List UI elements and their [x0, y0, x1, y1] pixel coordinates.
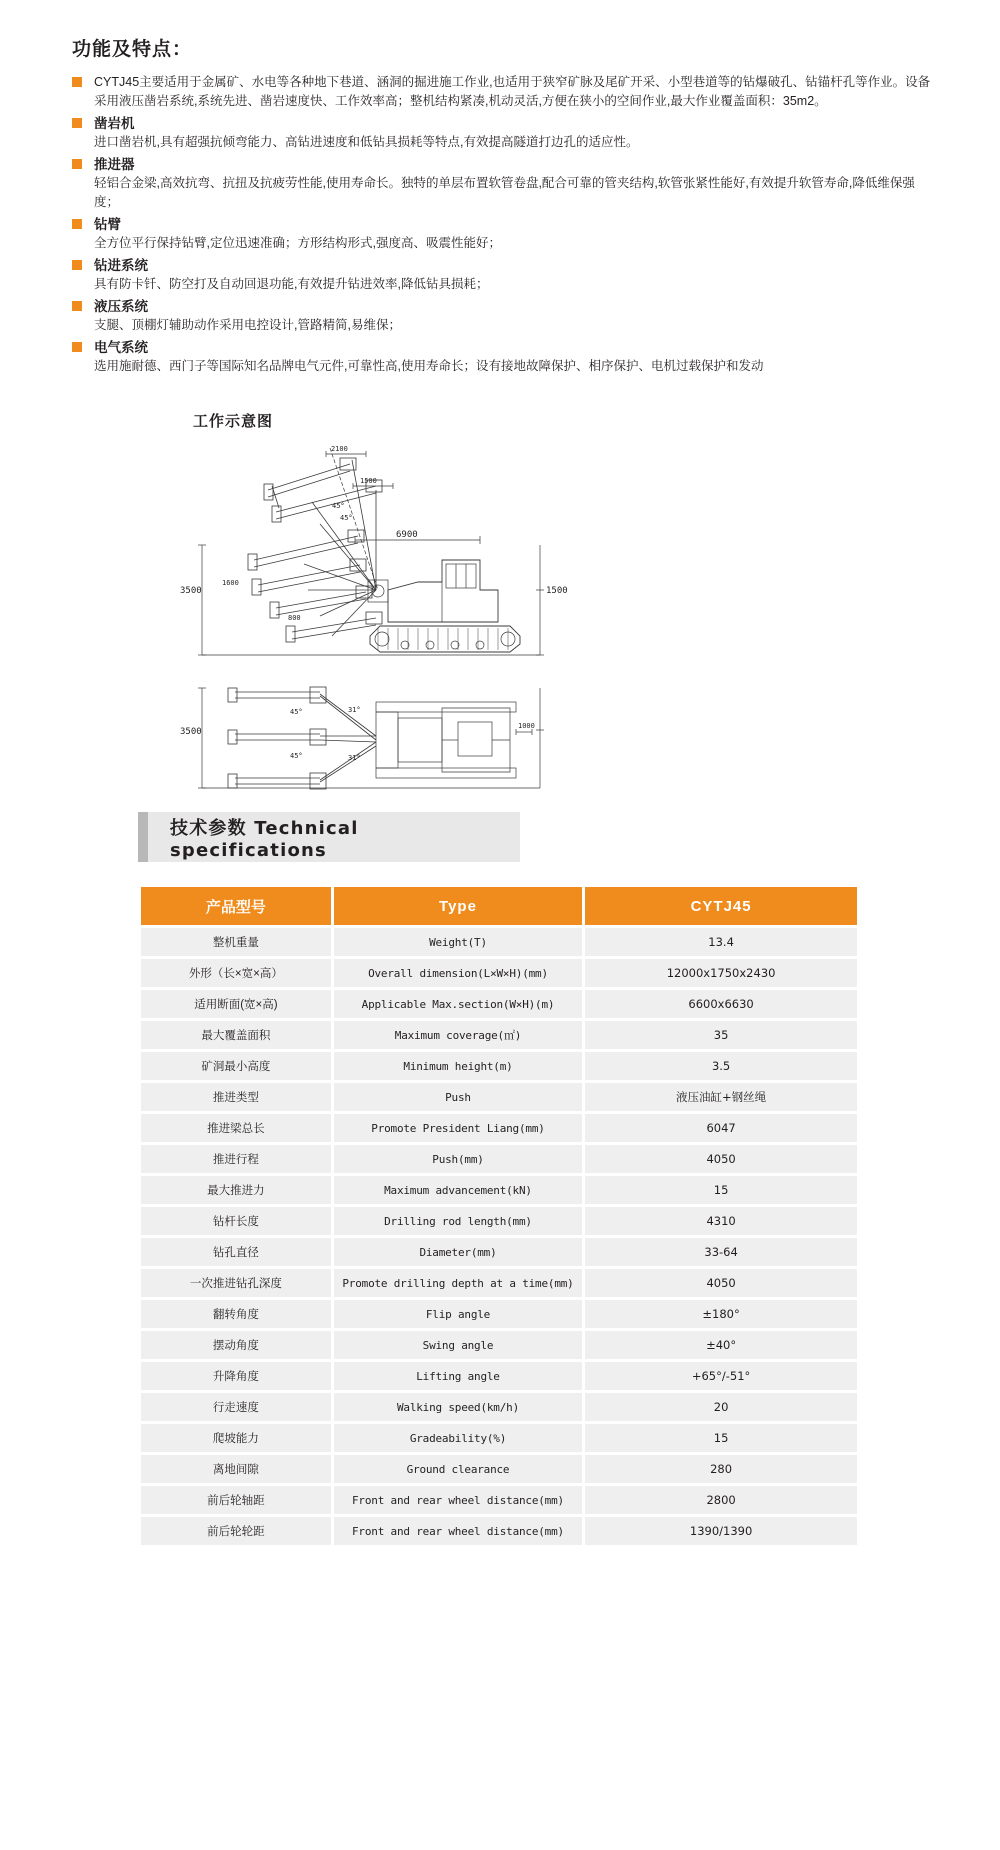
feature-item [72, 256, 932, 294]
angle-label-31-b: 31° [348, 754, 361, 762]
spec-label: 矿洞最小高度 [141, 1052, 331, 1080]
table-row [141, 1269, 857, 1297]
spec-label: 爬坡能力 [141, 1424, 331, 1452]
square-bullet-icon [72, 159, 82, 169]
feature-heading: 推进器 [94, 157, 135, 172]
spec-en-label: Promote President Liang(mm) [334, 1114, 582, 1142]
header-model: 产品型号 [141, 887, 331, 925]
spec-value: 液压油缸+钢丝绳 [585, 1083, 857, 1111]
feature-body: CYTJ45主要适用于金属矿、水电等各种地下巷道、涵洞的掘进施工作业,也适用于狭窄矿脉及尾矿开采、小型巷道等的钻爆破孔、钻锚杆孔等作业。设备采用液压凿岩系统,系统先进、凿岩速度快、工作效率高；整机结构紧凑,机动灵活,方便在狭小的空间作业,最大作业覆盖面积：35m2。 [94, 75, 931, 108]
spec-value: 20 [585, 1393, 857, 1421]
spec-label: 前后轮轴距 [141, 1486, 331, 1514]
square-bullet-icon [72, 260, 82, 270]
spec-en-label: Weight(T) [334, 928, 582, 956]
feature-heading: 钻进系统 [94, 258, 148, 273]
dim-label-1600: 1600 [222, 579, 239, 587]
features-section [72, 34, 932, 379]
spec-en-label: Promote drilling depth at a time(mm) [334, 1269, 582, 1297]
square-bullet-icon [72, 77, 82, 87]
spec-en-label: Maximum advancement(kN) [334, 1176, 582, 1204]
spec-label: 外形（长×宽×高） [141, 959, 331, 987]
table-row [141, 1052, 857, 1080]
drill-rig-technical-drawing [180, 440, 600, 790]
spec-en-label: Front and rear wheel distance(mm) [334, 1486, 582, 1514]
table-row [141, 1021, 857, 1049]
spec-label: 前后轮轮距 [141, 1517, 331, 1545]
spec-en-label: Push(mm) [334, 1145, 582, 1173]
feature-heading: 凿岩机 [94, 116, 135, 131]
spec-value: 3.5 [585, 1052, 857, 1080]
features-title: 功能及特点： [72, 39, 193, 60]
spec-table-body [141, 887, 857, 1545]
feature-heading: 钻臂 [94, 217, 121, 232]
banner-accent-bar [138, 812, 148, 862]
spec-value: 15 [585, 1424, 857, 1452]
spec-label: 最大覆盖面积 [141, 1021, 331, 1049]
spec-label: 推进行程 [141, 1145, 331, 1173]
table-row [141, 1517, 857, 1545]
table-row [141, 928, 857, 956]
feature-body: 进口凿岩机,具有超强抗倾弯能力、高钻进速度和低钻具损耗等特点,有效提高隧道打边孔的适应性。 [94, 135, 639, 149]
spec-value: 6047 [585, 1114, 857, 1142]
table-row [141, 959, 857, 987]
angle-label-45-a: 45° [332, 502, 345, 510]
spec-banner-title: 技术参数 Technical specifications [170, 817, 359, 861]
spec-value: 4310 [585, 1207, 857, 1235]
dim-label-800: 800 [288, 614, 301, 622]
spec-value: +65°/-51° [585, 1362, 857, 1390]
spec-en-label: Front and rear wheel distance(mm) [334, 1517, 582, 1545]
spec-en-label: Swing angle [334, 1331, 582, 1359]
spec-value: 6600x6630 [585, 990, 857, 1018]
table-row [141, 1393, 857, 1421]
table-row [141, 1083, 857, 1111]
spec-label: 翻转角度 [141, 1300, 331, 1328]
spec-value: ±40° [585, 1331, 857, 1359]
spec-value: 1390/1390 [585, 1517, 857, 1545]
dim-label-3500-plan: 3500 [180, 727, 202, 737]
spec-en-label: Walking speed(km/h) [334, 1393, 582, 1421]
dim-label-2100: 2100 [331, 445, 348, 453]
spec-label: 钻杆长度 [141, 1207, 331, 1235]
spec-label: 适用断面(宽×高) [141, 990, 331, 1018]
angle-label-31-a: 31° [348, 706, 361, 714]
feature-body: 轻铝合金梁,高效抗弯、抗扭及抗疲劳性能,使用寿命长。独特的单层布置软管卷盘,配合可靠的管夹结构,软管张紧性能好,有效提升软管寿命,降低维保强度； [94, 176, 915, 209]
spec-label: 推进类型 [141, 1083, 331, 1111]
feature-item [72, 155, 932, 212]
square-bullet-icon [72, 342, 82, 352]
table-row [141, 990, 857, 1018]
table-row [141, 1300, 857, 1328]
spec-en-label: Flip angle [334, 1300, 582, 1328]
spec-value: 280 [585, 1455, 857, 1483]
spec-label: 钻孔直径 [141, 1238, 331, 1266]
spec-en-label: Minimum height(m) [334, 1052, 582, 1080]
feature-item [72, 114, 932, 152]
angle-label-45-c: 45° [290, 708, 303, 716]
table-row [141, 1486, 857, 1514]
dim-label-3500-side: 3500 [180, 586, 202, 596]
dim-label-1500-right: 1500 [546, 586, 568, 596]
feature-body: 具有防卡钎、防空打及自动回退功能,有效提升钻进效率,降低钻具损耗； [94, 277, 489, 291]
spec-en-label: Drilling rod length(mm) [334, 1207, 582, 1235]
feature-item [72, 338, 932, 376]
dim-label-6900: 6900 [396, 530, 418, 540]
spec-en-label: Diameter(mm) [334, 1238, 582, 1266]
spec-en-label: Lifting angle [334, 1362, 582, 1390]
feature-heading: 电气系统 [94, 340, 148, 355]
table-row [141, 1145, 857, 1173]
header-type: Type [334, 887, 582, 925]
feature-item [72, 297, 932, 335]
table-row [141, 1455, 857, 1483]
square-bullet-icon [72, 301, 82, 311]
table-row [141, 1331, 857, 1359]
table-header-row [141, 887, 857, 925]
spec-en-label: Applicable Max.section(W×H)(m) [334, 990, 582, 1018]
spec-value: ±180° [585, 1300, 857, 1328]
spec-en-label: Overall dimension(L×W×H)(mm) [334, 959, 582, 987]
spec-label: 摆动角度 [141, 1331, 331, 1359]
table-row [141, 1424, 857, 1452]
spec-label: 最大推进力 [141, 1176, 331, 1204]
spec-value: 15 [585, 1176, 857, 1204]
table-row [141, 1176, 857, 1204]
table-row [141, 1114, 857, 1142]
table-row [141, 1207, 857, 1235]
spec-banner [138, 812, 520, 862]
table-row [141, 1362, 857, 1390]
header-value: CYTJ45 [585, 887, 857, 925]
spec-en-label: Push [334, 1083, 582, 1111]
feature-item [72, 215, 932, 253]
feature-body: 选用施耐德、西门子等国际知名品牌电气元件,可靠性高,使用寿命长；设有接地故障保护、相序保护、电机过载保护和发动 [94, 359, 764, 373]
spec-value: 13.4 [585, 928, 857, 956]
angle-label-45-d: 45° [290, 752, 303, 760]
spec-value: 12000x1750x2430 [585, 959, 857, 987]
spec-label: 离地间隙 [141, 1455, 331, 1483]
feature-body: 全方位平行保持钻臂,定位迅速准确；方形结构形式,强度高、吸震性能好； [94, 236, 501, 250]
spec-label: 整机重量 [141, 928, 331, 956]
spec-value: 33-64 [585, 1238, 857, 1266]
spec-value: 35 [585, 1021, 857, 1049]
spec-label: 一次推进钻孔深度 [141, 1269, 331, 1297]
diagram-title: 工作示意图 [193, 413, 274, 430]
square-bullet-icon [72, 118, 82, 128]
spec-label: 升降角度 [141, 1362, 331, 1390]
spec-en-label: Ground clearance [334, 1455, 582, 1483]
technical-specifications-table [138, 884, 860, 1548]
dim-label-1500-top: 1500 [360, 477, 377, 485]
angle-label-45-b: 45° [340, 514, 353, 522]
dim-label-1000: 1000 [518, 722, 535, 730]
spec-value: 4050 [585, 1145, 857, 1173]
spec-en-label: Maximum coverage(㎡) [334, 1021, 582, 1049]
table-row [141, 1238, 857, 1266]
feature-body: 支腿、顶棚灯辅助动作采用电控设计,管路精简,易维保； [94, 318, 401, 332]
feature-item [72, 73, 932, 111]
feature-heading: 液压系统 [94, 299, 148, 314]
spec-en-label: Gradeability(%) [334, 1424, 582, 1452]
spec-value: 2800 [585, 1486, 857, 1514]
square-bullet-icon [72, 219, 82, 229]
spec-value: 4050 [585, 1269, 857, 1297]
spec-label: 行走速度 [141, 1393, 331, 1421]
spec-label: 推进梁总长 [141, 1114, 331, 1142]
